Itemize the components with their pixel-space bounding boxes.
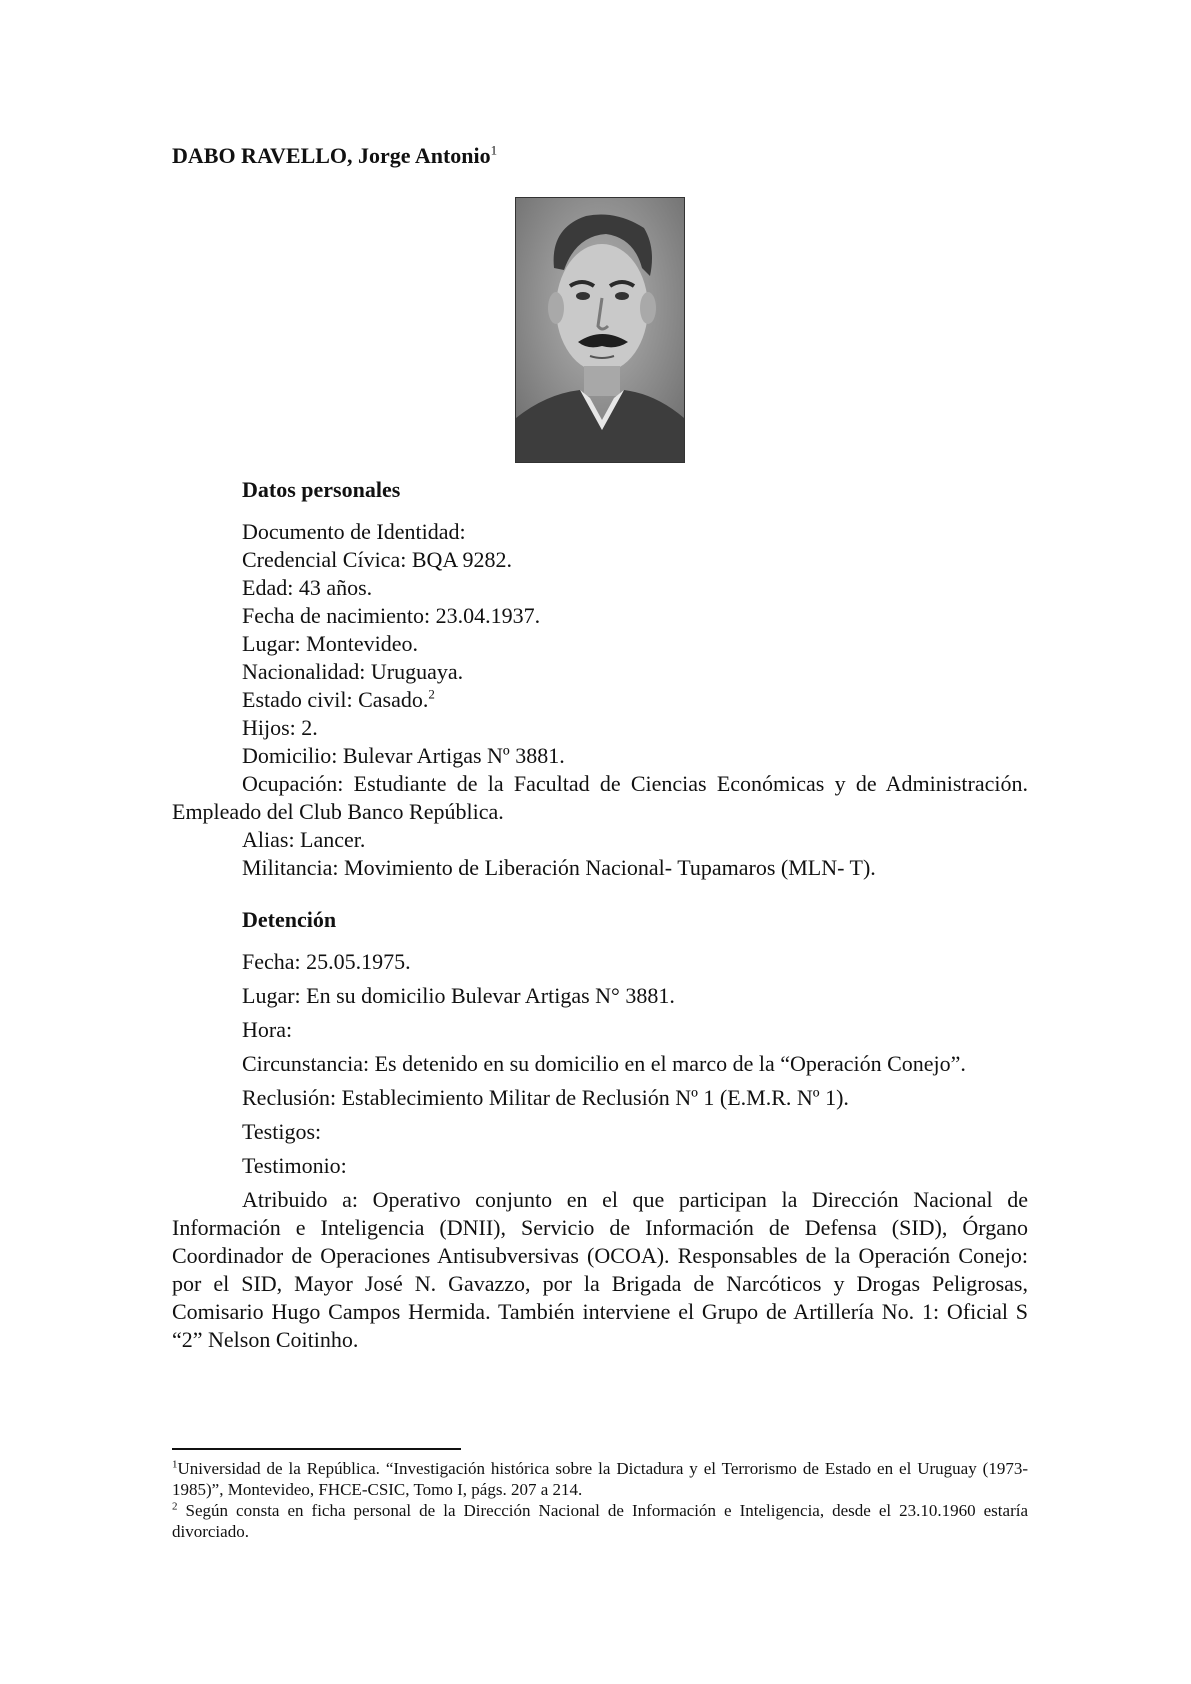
lugar-detencion-line: Lugar: En su domicilio Bulevar Artigas N° 3881. bbox=[242, 983, 675, 1008]
footnote-1 bbox=[172, 1458, 1028, 1500]
page-title bbox=[172, 143, 497, 169]
footnote-1-number: 1 bbox=[172, 1458, 178, 1471]
footnote-ref-1: 1 bbox=[490, 142, 498, 158]
footnote-divider bbox=[172, 1448, 461, 1450]
alias-line: Alias: Lancer. bbox=[242, 827, 366, 852]
footnote-2 bbox=[172, 1500, 1028, 1542]
circunstancia-paragraph: Circunstancia: Es detenido en su domicilio en el marco de la “Operación Conejo”. bbox=[242, 1051, 966, 1076]
detencion-section bbox=[172, 906, 1028, 1354]
hora-line: Hora: bbox=[242, 1017, 293, 1042]
edad-line: Edad: 43 años. bbox=[242, 575, 373, 600]
credencial-line: Credencial Cívica: BQA 9282. bbox=[242, 547, 513, 572]
datos-personales-heading: Datos personales bbox=[242, 477, 401, 502]
person-name: DABO RAVELLO, Jorge Antonio bbox=[172, 143, 491, 168]
fecha-detencion-line: Fecha: 25.05.1975. bbox=[242, 949, 411, 974]
reclusion-line: Reclusión: Establecimiento Militar de Reclusión Nº 1 (E.M.R. Nº 1). bbox=[242, 1085, 849, 1110]
estado-civil-text: Estado civil: Casado. bbox=[242, 687, 429, 712]
footnotes bbox=[172, 1458, 1028, 1542]
hijos-line: Hijos: 2. bbox=[242, 715, 318, 740]
datos-personales-section bbox=[172, 476, 1028, 882]
fecha-nacimiento-line: Fecha de nacimiento: 23.04.1937. bbox=[242, 603, 541, 628]
domicilio-line: Domicilio: Bulevar Artigas Nº 3881. bbox=[242, 743, 565, 768]
ocupacion-paragraph: Ocupación: Estudiante de la Facultad de Ciencias Económicas y de Administración. Empleado del Club Banco República. bbox=[172, 771, 1028, 824]
detencion-heading: Detención bbox=[242, 907, 337, 932]
portrait-photo-icon bbox=[515, 197, 685, 463]
documento-line: Documento de Identidad: bbox=[242, 519, 466, 544]
testigos-line: Testigos: bbox=[242, 1119, 322, 1144]
footnote-2-number: 2 bbox=[172, 1500, 178, 1513]
footnote-1-text: Universidad de la República. “Investigación histórica sobre la Dictadura y el Terrorismo de Estado en el Uruguay (1973-1985)”, Montevideo, FHCE-CSIC, Tomo I, págs. 207 a 214. bbox=[172, 1459, 1028, 1499]
nacionalidad-line: Nacionalidad: Uruguaya. bbox=[242, 659, 464, 684]
lugar-line: Lugar: Montevideo. bbox=[242, 631, 418, 656]
footnote-2-text: Según consta en ficha personal de la Dirección Nacional de Información e Inteligencia, desde el 23.10.1960 estaría divorciado. bbox=[172, 1501, 1028, 1541]
atribuido-paragraph: Atribuido a: Operativo conjunto en el que participan la Dirección Nacional de Información e Inteligencia (DNII), Servicio de Información de Defensa (SID), Órgano Coordinador de Operaciones Antisubversivas (OCOA). Responsables de la Operación Conejo: por el SID, Mayor José N. Gavazzo, por la Brigada de Narcóticos y Drogas Peligrosas, Comisario Hugo Campos Hermida. También interviene el Grupo de Artillería No. 1: Oficial S “2” Nelson Coitinho. bbox=[172, 1187, 1028, 1352]
estado-civil-line bbox=[242, 686, 1028, 714]
militancia-line: Militancia: Movimiento de Liberación Nacional- Tupamaros (MLN- T). bbox=[242, 855, 876, 880]
footnote-ref-2: 2 bbox=[428, 686, 435, 702]
testimonio-line: Testimonio: bbox=[242, 1153, 347, 1178]
